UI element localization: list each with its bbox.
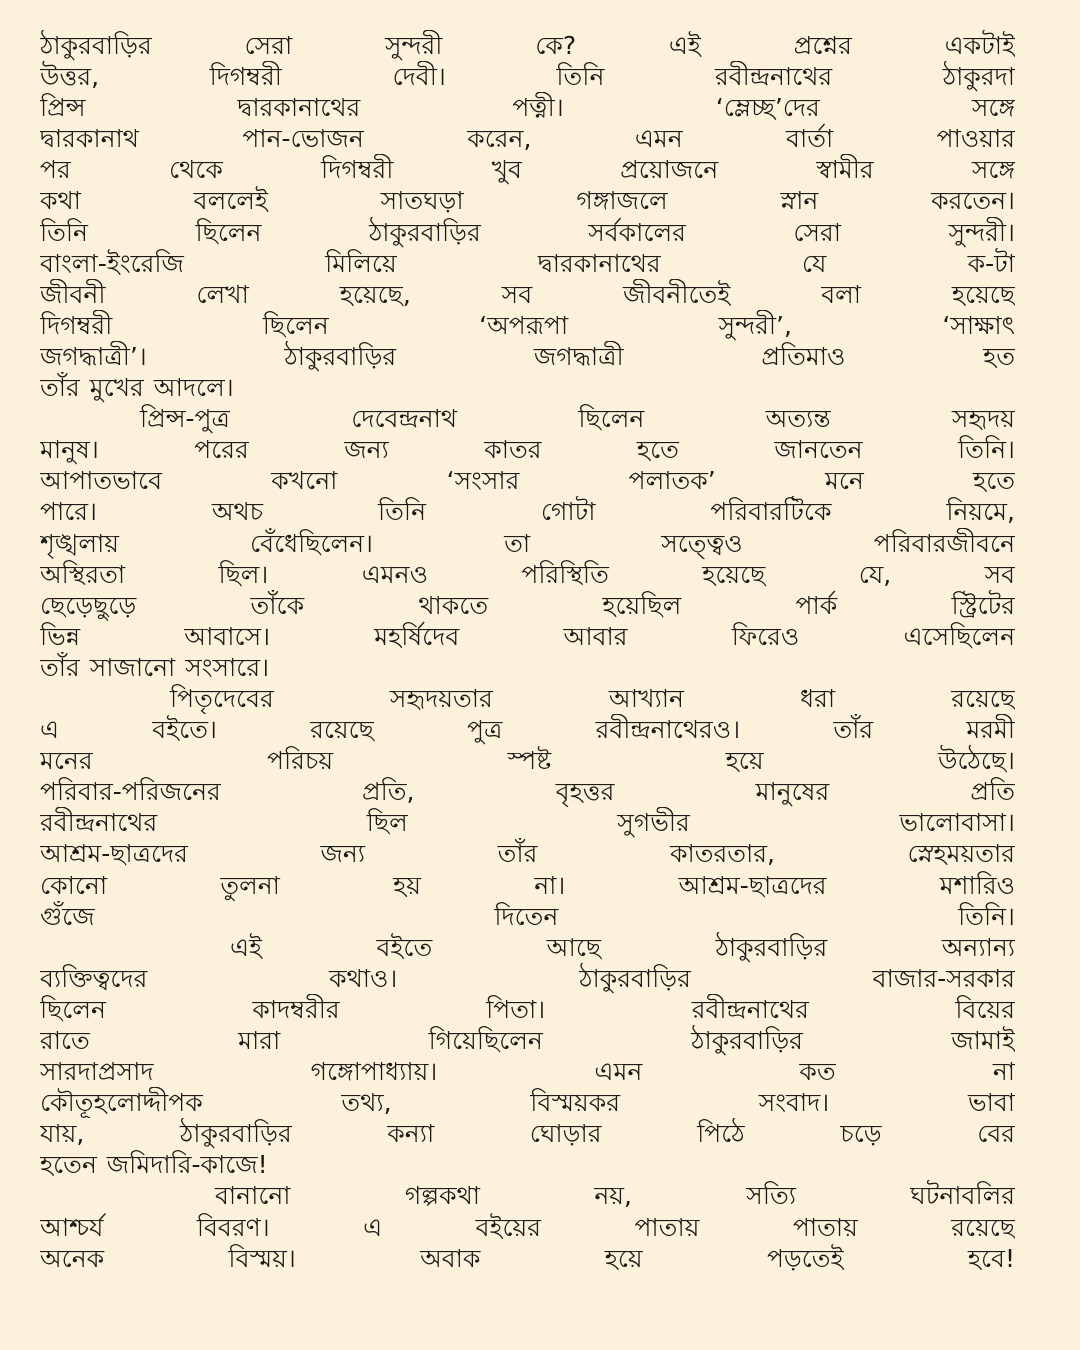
text-line: প্রিন্স-পুত্র দেবেন্দ্রনাথ ছিলেন অত্যন্ত সহৃদয়: [140, 404, 1015, 434]
text-line: আপাতভাবে কখনো ‘সংসার পলাতক’ মনে হতে: [40, 466, 1015, 496]
text-line: পিতৃদেবের সহৃদয়তার আখ্যান ধরা রয়েছে: [170, 683, 1015, 713]
text-line: দিগম্বরী ছিলেন ‘অপরূপা সুন্দরী’, ‘সাক্ষাৎ: [40, 310, 1015, 340]
text-line: এ বইতে। রয়েছে পুত্র রবীন্দ্রনাথেরও। তাঁর মরমী: [40, 715, 1015, 745]
text-line: পরিবার-পরিজনের প্রতি, বৃহত্তর মানুষের প্রতি: [40, 777, 1015, 807]
text-line: কৌতূহলোদ্দীপক তথ্য, বিস্ময়কর সংবাদ। ভাবা: [40, 1088, 1015, 1118]
text-line: হতেন জমিদারি-কাজে!: [40, 1150, 268, 1180]
text-line: ভিন্ন আবাসে। মহর্ষিদেব আবার ফিরেও এসেছিলেন: [40, 621, 1015, 651]
text-line: ছিলেন কাদম্বরীর পিতা। রবীন্দ্রনাথের বিয়ের: [40, 994, 1015, 1024]
text-line: বাংলা-ইংরেজি মিলিয়ে দ্বারকানাথের যে ক-টা: [40, 248, 1015, 278]
text-line: পর থেকে দিগম্বরী খুব প্রয়োজনে স্বামীর সঙ্গে: [40, 155, 1015, 185]
text-line: সারদাপ্রসাদ গঙ্গোপাধ্যায়। এমন কত না: [40, 1057, 1015, 1087]
text-line: যায়, ঠাকুরবাড়ির কন্যা ঘোড়ার পিঠে চড়ে বের: [40, 1119, 1015, 1149]
text-line: তিনি ছিলেন ঠাকুরবাড়ির সর্বকালের সেরা সুন্দরী।: [40, 217, 1015, 247]
text-line: ঠাকুরবাড়ির সেরা সুন্দরী কে? এই প্রশ্নের একটাই: [40, 31, 1015, 60]
text-line: ছেড়েছুড়ে তাঁকে থাকতে হয়েছিল পার্ক স্ট্রিটের: [40, 590, 1015, 620]
text-line: মানুষ। পরের জন্য কাতর হতে জানতেন তিনি।: [40, 435, 1015, 465]
paragraph: [40, 30, 1015, 403]
text-line: কোনো তুলনা হয় না। আশ্রম-ছাত্রদের মশারিও: [40, 870, 1015, 900]
paragraph: [40, 403, 1015, 683]
text-line: পারে। অথচ তিনি গোটা পরিবারটিকে নিয়মে,: [40, 497, 1015, 527]
text-line: বানানো গল্পকথা নয়, সত্যি ঘটনাবলির: [215, 1181, 1015, 1211]
paragraph: [40, 683, 1015, 932]
text-line: কথা বললেই সাতঘড়া গঙ্গাজলে স্নান করতেন।: [40, 186, 1015, 216]
text-line: প্রিন্স দ্বারকানাথের পত্নী। ‘ম্লেচ্ছ’দের সঙ্গে: [40, 93, 1015, 123]
text-line: ব্যক্তিত্বদের কথাও। ঠাকুরবাড়ির বাজার-সরকার: [40, 963, 1015, 993]
text-line: জীবনী লেখা হয়েছে, সব জীবনীতেই বলা হয়েছে: [40, 279, 1015, 309]
text-line: উত্তর, দিগম্বরী দেবী। তিনি রবীন্দ্রনাথের ঠাকুরদা: [40, 62, 1015, 92]
paragraph: [40, 1180, 1015, 1273]
paragraph: [40, 932, 1015, 1181]
text-line: শৃঙ্খলায় বেঁধেছিলেন। তা সত্ত্বেও পরিবারজীবনে: [40, 528, 1015, 558]
text-line: গুঁজে দিতেন তিনি।: [40, 901, 1015, 931]
text-line: রবীন্দ্রনাথের ছিল সুগভীর ভালোবাসা।: [40, 808, 1015, 838]
text-line: আশ্চর্য বিবরণ। এ বইয়ের পাতায় পাতায় রয়েছে: [40, 1212, 1015, 1242]
text-line: এই বইতে আছে ঠাকুরবাড়ির অন্যান্য: [230, 932, 1015, 962]
text-line: অনেক বিস্ময়। অবাক হয়ে পড়তেই হবে!: [40, 1243, 1015, 1273]
text-line: মনের পরিচয় স্পষ্ট হয়ে উঠেছে।: [40, 746, 1015, 776]
text-line: তাঁর মুখের আদলে।: [40, 373, 234, 403]
text-line: জগদ্ধাত্রী’। ঠাকুরবাড়ির জগদ্ধাত্রী প্রতিমাও হত: [40, 341, 1015, 371]
text-line: আশ্রম-ছাত্রদের জন্য তাঁর কাতরতার, স্নেহময়তার: [40, 839, 1015, 869]
text-line: অস্থিরতা ছিল। এমনও পরিস্থিতি হয়েছে যে, সব: [40, 559, 1015, 589]
text-line: দ্বারকানাথ পান-ভোজন করেন, এমন বার্তা পাওয়ার: [40, 124, 1015, 154]
text-line: তাঁর সাজানো সংসারে।: [40, 652, 270, 682]
text-line: রাতে মারা গিয়েছিলেন ঠাকুরবাড়ির জামাই: [40, 1026, 1015, 1055]
document-page: [40, 30, 1015, 1274]
